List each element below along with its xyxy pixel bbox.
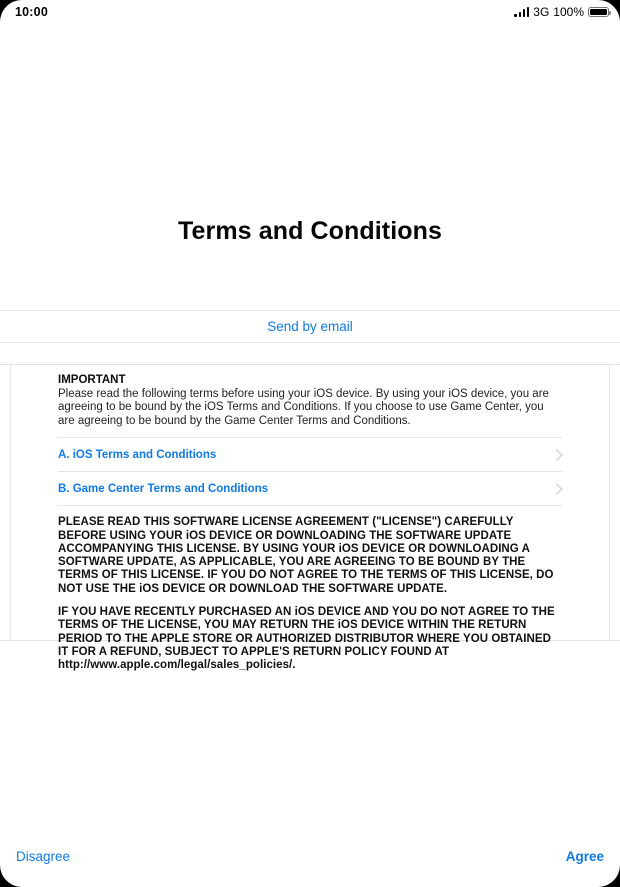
battery-percent-label: 100%	[553, 5, 584, 19]
page-title: Terms and Conditions	[177, 217, 443, 245]
send-by-email-button[interactable]	[0, 310, 620, 343]
disagree-button[interactable]: Disagree	[16, 849, 71, 864]
panel-left-border	[10, 365, 11, 640]
important-body-text: Please read the following terms before using your iOS device. By using your iOS device, you are agreeing to be bound by the iOS Terms and Conditions. If you choose to use Game Center, you are agreeing to be bound by the Game Center Terms and Conditions.	[58, 388, 549, 427]
signal-strength-icon	[514, 7, 529, 17]
agree-button[interactable]: Agree	[565, 849, 604, 864]
important-heading: IMPORTANT	[58, 374, 126, 386]
divider	[58, 505, 562, 506]
license-paragraph-1: PLEASE READ THIS SOFTWARE LICENSE AGREEMENT ("LICENSE") CAREFULLY BEFORE USING YOUR iOS DEVICE OR DOWNLOADING THE SOFTWARE UPDATE ACCOMPANYING THIS LICENSE. BY USING YOUR iOS DEVICE OR DOWNLOADING A SOFTWARE UPDATE, AS APPLICABLE, YOU ARE AGREEING TO BE BOUND BY THE TERMS OF THIS LICENSE. IF YOU DO NOT AGREE TO THE TERMS OF THIS LICENSE, DO NOT USE THE iOS DEVICE OR DOWNLOAD THE SOFTWARE UPDATE.	[58, 516, 554, 595]
link-game-center-terms-label: B. Game Center Terms and Conditions	[58, 482, 269, 495]
send-by-email-label: Send by email	[267, 319, 353, 334]
link-ios-terms[interactable]	[58, 438, 562, 471]
status-bar	[0, 0, 620, 24]
chevron-right-icon	[551, 449, 562, 460]
status-right-cluster	[514, 5, 609, 19]
license-paragraph-2: IF YOU HAVE RECENTLY PURCHASED AN iOS DEVICE AND YOU DO NOT AGREE TO THE TERMS OF THE LICENSE, YOU MAY RETURN THE iOS DEVICE WITHIN THE RETURN PERIOD TO THE APPLE STORE OR AUTHORIZED DISTRIBUTOR WHERE YOU OBTAINED IT FOR A REFUND, SUBJECT TO APPLE'S RETURN POLICY FOUND AT http://www.apple.com/legal/sales_policies/.	[58, 606, 555, 672]
chevron-right-icon	[551, 483, 562, 494]
network-type-label: 3G	[533, 5, 550, 19]
terms-panel	[0, 364, 620, 672]
terms-panel-content	[58, 365, 562, 672]
link-game-center-terms[interactable]	[58, 472, 562, 505]
link-ios-terms-label: A. iOS Terms and Conditions	[58, 448, 217, 461]
panel-right-border	[609, 365, 610, 640]
status-time: 10:00	[15, 5, 48, 19]
battery-icon	[588, 7, 609, 18]
